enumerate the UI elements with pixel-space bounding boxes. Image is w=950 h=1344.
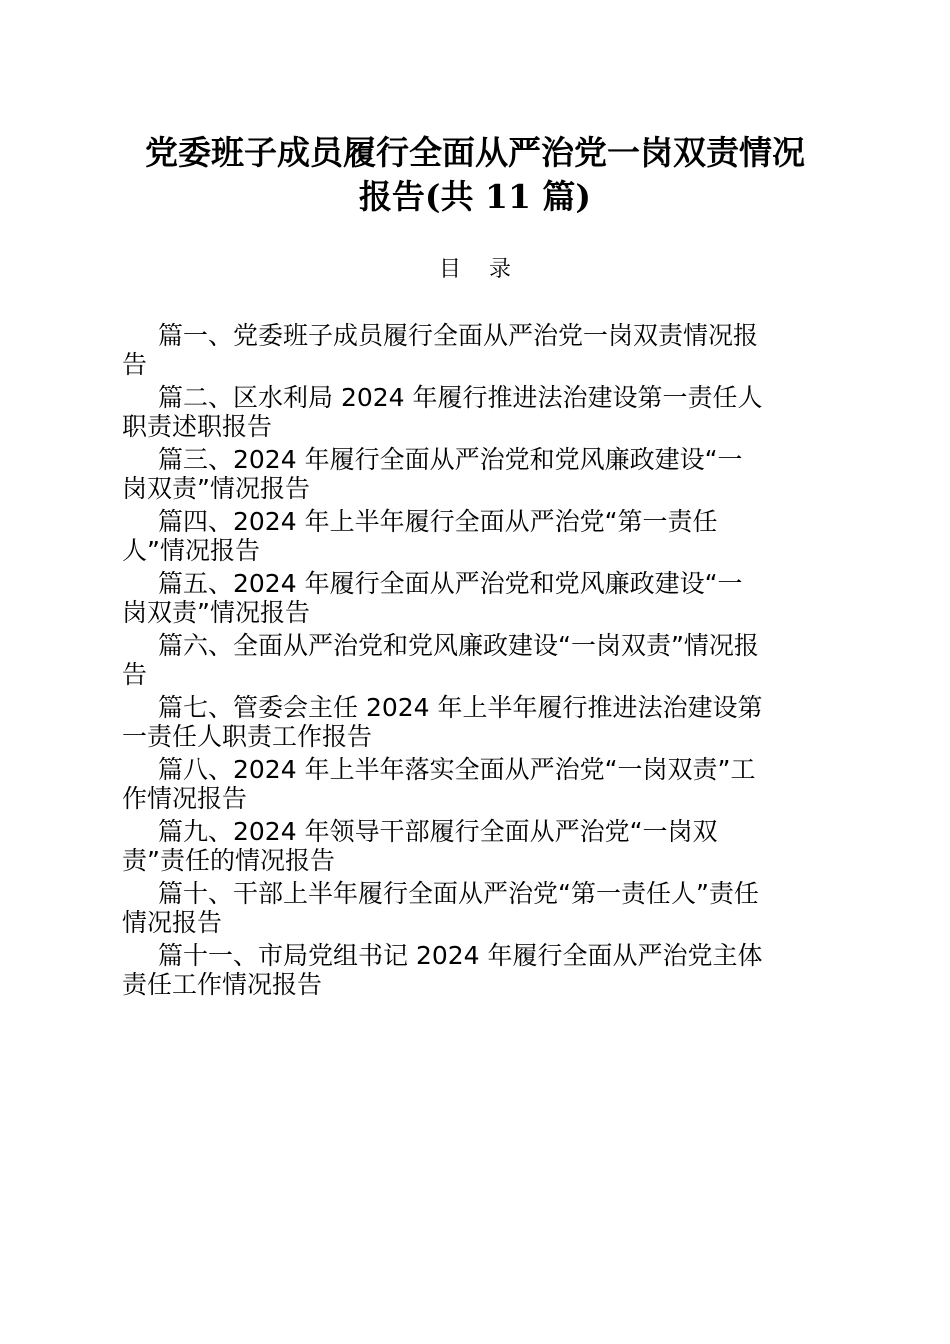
toc-item-line: 篇二、区水利局 2024 年履行推进法治建设第一责任人 (158, 383, 763, 412)
toc-item-line: 告 (122, 350, 148, 379)
toc-item-10 (122, 878, 852, 940)
toc-item-line: 岗双责”情况报告 (122, 598, 310, 627)
toc-item-line: 篇五、2024 年履行全面从严治党和党风廉政建设“一 (158, 569, 743, 598)
toc-item-line: 篇九、2024 年领导干部履行全面从严治党“一岗双 (158, 817, 718, 846)
toc-heading: 目录 (438, 257, 539, 282)
toc-item-line: 篇十一、市局党组书记 2024 年履行全面从严治党主体 (158, 941, 763, 970)
toc-item-line: 岗双责”情况报告 (122, 474, 310, 503)
toc-item-line: 责”责任的情况报告 (122, 846, 335, 875)
toc-item-3 (122, 444, 852, 506)
toc-item-line: 篇三、2024 年履行全面从严治党和党风廉政建设“一 (158, 445, 743, 474)
table-of-contents (122, 320, 852, 1002)
toc-item-line: 责任工作情况报告 (122, 970, 323, 999)
toc-item-line: 篇一、党委班子成员履行全面从严治党一岗双责情况报 (158, 321, 759, 350)
toc-item-line: 作情况报告 (122, 784, 248, 813)
toc-item-line: 一责任人职责工作报告 (122, 722, 373, 751)
toc-item-line: 篇七、管委会主任 2024 年上半年履行推进法治建设第 (158, 693, 763, 722)
toc-item-11 (122, 940, 852, 1002)
toc-item-2 (122, 382, 852, 444)
document-title-line-1: 党委班子成员履行全面从严治党一岗双责情况 (145, 133, 805, 172)
toc-item-5 (122, 568, 852, 630)
toc-item-9 (122, 816, 852, 878)
toc-item-line: 告 (122, 660, 148, 689)
document-title-line-2: 报告(共 11 篇) (358, 177, 592, 216)
toc-item-line: 篇四、2024 年上半年履行全面从严治党“第一责任 (158, 507, 718, 536)
toc-item-line: 篇十、干部上半年履行全面从严治党“第一责任人”责任 (158, 879, 759, 908)
toc-item-6 (122, 630, 852, 692)
toc-item-line: 人”情况报告 (122, 536, 260, 565)
toc-item-line: 篇六、全面从严治党和党风廉政建设“一岗双责”情况报 (158, 631, 759, 660)
toc-item-8 (122, 754, 852, 816)
toc-item-line: 情况报告 (122, 908, 223, 937)
toc-item-1 (122, 320, 852, 382)
toc-item-7 (122, 692, 852, 754)
toc-item-4 (122, 506, 852, 568)
toc-item-line: 篇八、2024 年上半年落实全面从严治党“一岗双责”工 (158, 755, 756, 784)
toc-item-line: 职责述职报告 (122, 412, 273, 441)
